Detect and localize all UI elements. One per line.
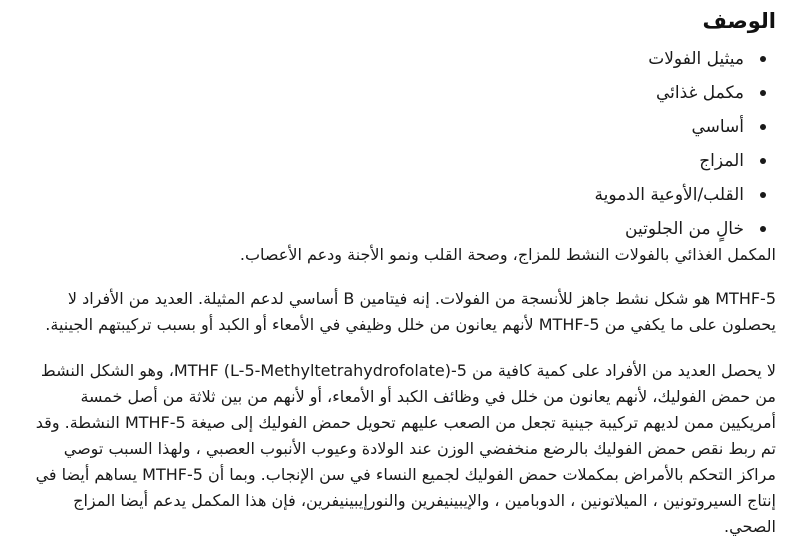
section-title: الوصف bbox=[702, 9, 776, 33]
list-item bbox=[24, 76, 766, 110]
details-paragraph: لا يحصل العديد من الأفراد على كمية كافية من MTHF (L-5-Methyltetrahydrofolate)-5، وهو الشكل النشط من حمض الفوليك، لأنهم يعانون من خلل في وظائف الكبد أو الأمعاء، أو لأنهم من بين ثلاثة من أصل خمسة أمريكيين ممن لديهم تركيبة جينية تجعل من الصعب عليهم تحويل حمض الفوليك إلى صيغة MTHF-5 النشطة. وقد تم ربط نقص حمض الفوليك بالرضع منخفضي الوزن عند الولادة وعيوب الأنبوب العصبي ، ولهذا السبب توصي مراكز التحكم بالأمراض بمكملات حمض الفوليك لجميع النساء في سن الإنجاب. وبما أن 5-MTHF يساهم أيضا في إنتاج السيروتونين ، الميلاتونين ، الدوبامين ، والإيبينيفرين والنورإيبينيفرين، فإن هذا المكمل يدعم أيضا المزاج الصحي. bbox=[35, 361, 776, 536]
description-paragraph: MTHF-5 هو شكل نشط جاهز للأنسجة من الفولات. إنه فيتامين B أساسي لدعم المثيلة. العديد من الأفراد لا يحصلون على ما يكفي من MTHF-5 لأنهم يعانون من خلل وظيفي في الأمعاء أو الكبد أو بسبب تركيبتهم الجينية. bbox=[45, 289, 776, 334]
list-item bbox=[24, 144, 766, 178]
feature-label: خالٍ من الجلوتين bbox=[625, 219, 744, 239]
feature-list bbox=[24, 42, 776, 246]
feature-label: ميثيل الفولات bbox=[648, 49, 744, 69]
bullet-dot-icon bbox=[760, 226, 766, 232]
bullet-dot-icon bbox=[760, 192, 766, 198]
summary-paragraph: المكمل الغذائي بالفولات النشط للمزاج، وصحة القلب ونمو الأجنة ودعم الأعصاب. bbox=[239, 245, 776, 264]
feature-label: مكمل غذائي bbox=[655, 83, 744, 103]
bullet-dot-icon bbox=[760, 124, 766, 130]
list-item bbox=[24, 212, 766, 246]
list-item bbox=[24, 42, 766, 76]
list-item bbox=[24, 178, 766, 212]
feature-label: القلب/الأوعية الدموية bbox=[594, 185, 744, 205]
bullet-dot-icon bbox=[760, 90, 766, 96]
list-item bbox=[24, 110, 766, 144]
bullet-dot-icon bbox=[760, 158, 766, 164]
feature-label: أساسي bbox=[691, 117, 744, 137]
bullet-dot-icon bbox=[760, 56, 766, 62]
feature-label: المزاج bbox=[699, 151, 744, 171]
